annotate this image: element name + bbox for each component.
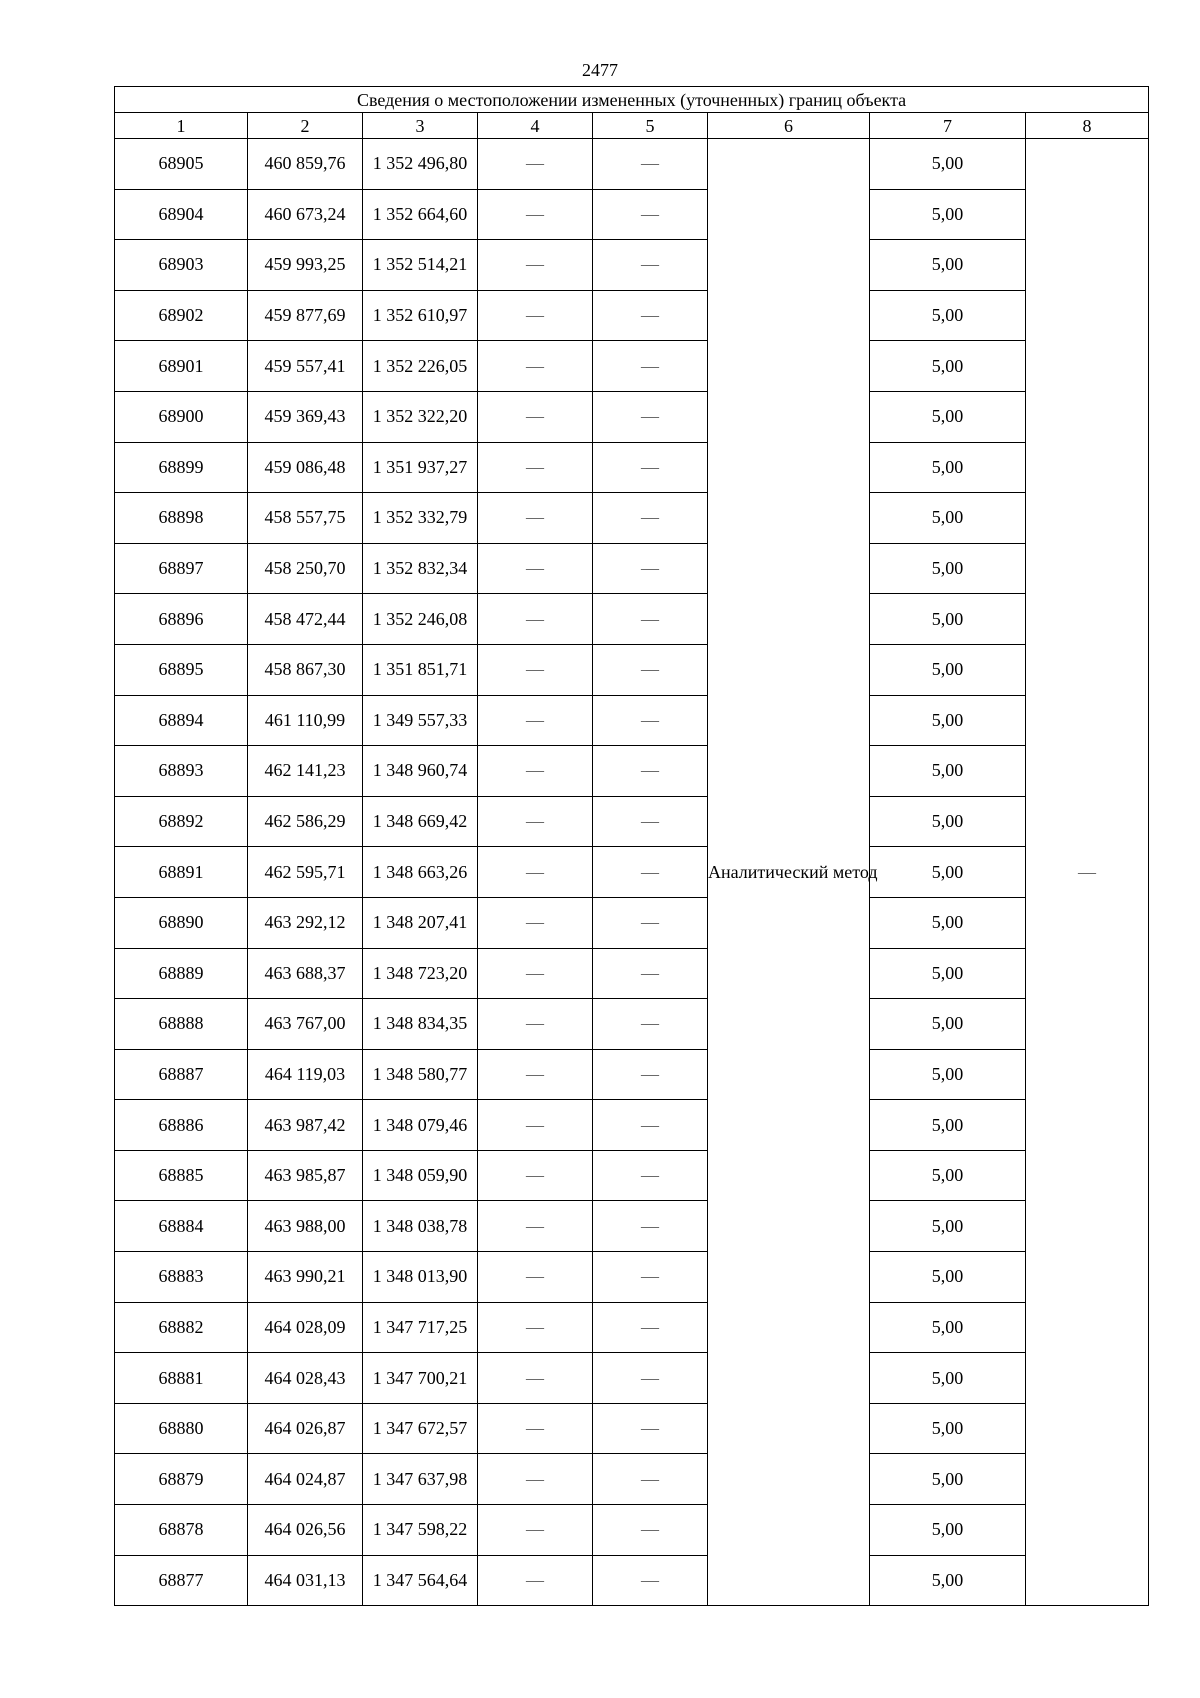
table-row: [115, 391, 1149, 442]
coordinate-y-cell: 1 348 059,90: [363, 1150, 478, 1201]
table-row: [115, 493, 1149, 544]
point-number-cell: 68889: [115, 948, 248, 999]
point-number-cell: 68883: [115, 1252, 248, 1303]
table-row: [115, 139, 1149, 190]
accuracy-cell: 5,00: [870, 948, 1026, 999]
boundary-coordinates-table: [114, 86, 1149, 1606]
accuracy-cell: 5,00: [870, 1049, 1026, 1100]
table-row: [115, 1353, 1149, 1404]
coordinate-x-cell: 458 472,44: [248, 594, 363, 645]
column-5-cell: —: [593, 796, 708, 847]
coordinate-x-cell: 464 026,87: [248, 1403, 363, 1454]
column-4-cell: —: [478, 240, 593, 291]
method-cell: Аналитический метод: [708, 139, 870, 1606]
column-5-cell: —: [593, 644, 708, 695]
coordinate-x-cell: 463 987,42: [248, 1100, 363, 1151]
accuracy-cell: 5,00: [870, 341, 1026, 392]
table-row: [115, 1201, 1149, 1252]
coordinate-y-cell: 1 348 834,35: [363, 999, 478, 1050]
coordinate-y-cell: 1 347 700,21: [363, 1353, 478, 1404]
column-5-cell: —: [593, 847, 708, 898]
accuracy-cell: 5,00: [870, 290, 1026, 341]
coordinate-y-cell: 1 352 246,08: [363, 594, 478, 645]
column-number: 3: [363, 113, 478, 139]
page-number: 2477: [582, 60, 618, 80]
coordinate-y-cell: 1 348 013,90: [363, 1252, 478, 1303]
table-row: [115, 1150, 1149, 1201]
column-4-cell: —: [478, 341, 593, 392]
table-row: [115, 1049, 1149, 1100]
table-caption: Сведения о местоположении измененных (уточненных) границ объекта: [115, 87, 1149, 113]
column-4-cell: —: [478, 746, 593, 797]
point-number-cell: 68903: [115, 240, 248, 291]
accuracy-cell: 5,00: [870, 139, 1026, 190]
column-4-cell: —: [478, 290, 593, 341]
accuracy-cell: 5,00: [870, 1454, 1026, 1505]
column-5-cell: —: [593, 1454, 708, 1505]
column-5-cell: —: [593, 1201, 708, 1252]
coordinate-x-cell: 463 688,37: [248, 948, 363, 999]
column-5-cell: —: [593, 695, 708, 746]
accuracy-cell: 5,00: [870, 796, 1026, 847]
coordinate-y-cell: 1 352 832,34: [363, 543, 478, 594]
point-number-cell: 68888: [115, 999, 248, 1050]
coordinate-y-cell: 1 352 664,60: [363, 189, 478, 240]
column-4-cell: —: [478, 1201, 593, 1252]
column-4-cell: —: [478, 1150, 593, 1201]
column-number: 8: [1026, 113, 1149, 139]
table-row: [115, 1454, 1149, 1505]
column-4-cell: —: [478, 543, 593, 594]
column-5-cell: —: [593, 543, 708, 594]
accuracy-cell: 5,00: [870, 1302, 1026, 1353]
column-4-cell: —: [478, 1454, 593, 1505]
accuracy-cell: 5,00: [870, 189, 1026, 240]
coordinate-y-cell: 1 348 723,20: [363, 948, 478, 999]
coordinate-y-cell: 1 349 557,33: [363, 695, 478, 746]
column-5-cell: —: [593, 240, 708, 291]
column-5-cell: —: [593, 948, 708, 999]
coordinate-y-cell: 1 352 226,05: [363, 341, 478, 392]
column-number: 2: [248, 113, 363, 139]
accuracy-cell: 5,00: [870, 1252, 1026, 1303]
table-row: [115, 1555, 1149, 1606]
column-number: 1: [115, 113, 248, 139]
coordinate-y-cell: 1 348 669,42: [363, 796, 478, 847]
coordinate-x-cell: 463 990,21: [248, 1252, 363, 1303]
accuracy-cell: 5,00: [870, 594, 1026, 645]
table-row: [115, 290, 1149, 341]
column-5-cell: —: [593, 391, 708, 442]
column-4-cell: —: [478, 948, 593, 999]
point-number-cell: 68898: [115, 493, 248, 544]
coordinate-x-cell: 463 292,12: [248, 897, 363, 948]
coordinate-x-cell: 459 877,69: [248, 290, 363, 341]
coordinate-x-cell: 463 985,87: [248, 1150, 363, 1201]
column-4-cell: —: [478, 1353, 593, 1404]
column-5-cell: —: [593, 1302, 708, 1353]
column-4-cell: —: [478, 594, 593, 645]
table-row: [115, 1403, 1149, 1454]
column-5-cell: —: [593, 139, 708, 190]
coordinate-y-cell: 1 348 580,77: [363, 1049, 478, 1100]
point-number-cell: 68877: [115, 1555, 248, 1606]
table-row: [115, 746, 1149, 797]
column-5-cell: —: [593, 1555, 708, 1606]
column-5-cell: —: [593, 189, 708, 240]
accuracy-cell: 5,00: [870, 1201, 1026, 1252]
coordinate-x-cell: 458 557,75: [248, 493, 363, 544]
point-number-cell: 68897: [115, 543, 248, 594]
table-row: [115, 1100, 1149, 1151]
column-number: 7: [870, 113, 1026, 139]
column-5-cell: —: [593, 290, 708, 341]
coordinate-y-cell: 1 348 079,46: [363, 1100, 478, 1151]
column-number: 5: [593, 113, 708, 139]
coordinate-x-cell: 464 119,03: [248, 1049, 363, 1100]
point-number-cell: 68880: [115, 1403, 248, 1454]
column-number-row: [115, 113, 1149, 139]
column-4-cell: —: [478, 999, 593, 1050]
point-number-cell: 68904: [115, 189, 248, 240]
coordinate-x-cell: 464 031,13: [248, 1555, 363, 1606]
table-row: [115, 796, 1149, 847]
column-5-cell: —: [593, 746, 708, 797]
coordinate-x-cell: 459 086,48: [248, 442, 363, 493]
column-5-cell: —: [593, 1505, 708, 1556]
column-5-cell: —: [593, 442, 708, 493]
coordinate-y-cell: 1 347 564,64: [363, 1555, 478, 1606]
point-number-cell: 68882: [115, 1302, 248, 1353]
point-number-cell: 68896: [115, 594, 248, 645]
column-5-cell: —: [593, 999, 708, 1050]
point-number-cell: 68899: [115, 442, 248, 493]
accuracy-cell: 5,00: [870, 847, 1026, 898]
accuracy-cell: 5,00: [870, 897, 1026, 948]
table-row: [115, 695, 1149, 746]
column-4-cell: —: [478, 139, 593, 190]
coordinate-y-cell: 1 347 717,25: [363, 1302, 478, 1353]
column-number: 4: [478, 113, 593, 139]
point-number-cell: 68894: [115, 695, 248, 746]
point-number-cell: 68887: [115, 1049, 248, 1100]
column-4-cell: —: [478, 644, 593, 695]
accuracy-cell: 5,00: [870, 746, 1026, 797]
accuracy-cell: 5,00: [870, 1353, 1026, 1404]
column-4-cell: —: [478, 847, 593, 898]
column-4-cell: —: [478, 695, 593, 746]
table-row: [115, 240, 1149, 291]
table-row: [115, 1505, 1149, 1556]
table-row: [115, 847, 1149, 898]
column-4-cell: —: [478, 1555, 593, 1606]
accuracy-cell: 5,00: [870, 999, 1026, 1050]
accuracy-cell: 5,00: [870, 543, 1026, 594]
column-number: 6: [708, 113, 870, 139]
coordinate-y-cell: 1 348 038,78: [363, 1201, 478, 1252]
coordinate-x-cell: 459 557,41: [248, 341, 363, 392]
column-4-cell: —: [478, 1252, 593, 1303]
accuracy-cell: 5,00: [870, 1100, 1026, 1151]
coordinate-x-cell: 462 586,29: [248, 796, 363, 847]
accuracy-cell: 5,00: [870, 644, 1026, 695]
accuracy-cell: 5,00: [870, 391, 1026, 442]
coordinate-x-cell: 461 110,99: [248, 695, 363, 746]
table-row: [115, 999, 1149, 1050]
column-4-cell: —: [478, 1505, 593, 1556]
column-5-cell: —: [593, 1049, 708, 1100]
table-row: [115, 189, 1149, 240]
column-4-cell: —: [478, 189, 593, 240]
point-number-cell: 68891: [115, 847, 248, 898]
table-row: [115, 543, 1149, 594]
coordinate-y-cell: 1 351 937,27: [363, 442, 478, 493]
point-number-cell: 68890: [115, 897, 248, 948]
column-5-cell: —: [593, 1403, 708, 1454]
accuracy-cell: 5,00: [870, 1505, 1026, 1556]
point-number-cell: 68901: [115, 341, 248, 392]
column-5-cell: —: [593, 493, 708, 544]
column-4-cell: —: [478, 1049, 593, 1100]
coordinate-y-cell: 1 352 610,97: [363, 290, 478, 341]
accuracy-cell: 5,00: [870, 1403, 1026, 1454]
column-5-cell: —: [593, 1150, 708, 1201]
table-row: [115, 644, 1149, 695]
column-4-cell: —: [478, 897, 593, 948]
point-number-cell: 68878: [115, 1505, 248, 1556]
coordinate-y-cell: 1 352 332,79: [363, 493, 478, 544]
point-number-cell: 68900: [115, 391, 248, 442]
table-body: [115, 87, 1149, 1606]
coordinate-y-cell: 1 352 322,20: [363, 391, 478, 442]
coordinate-x-cell: 463 988,00: [248, 1201, 363, 1252]
table-row: [115, 1302, 1149, 1353]
table-row: [115, 897, 1149, 948]
column-8-cell: —: [1026, 139, 1149, 1606]
coordinate-y-cell: 1 347 672,57: [363, 1403, 478, 1454]
coordinate-x-cell: 462 141,23: [248, 746, 363, 797]
column-4-cell: —: [478, 1403, 593, 1454]
column-5-cell: —: [593, 1100, 708, 1151]
coordinate-x-cell: 460 859,76: [248, 139, 363, 190]
point-number-cell: 68885: [115, 1150, 248, 1201]
accuracy-cell: 5,00: [870, 442, 1026, 493]
table-row: [115, 1252, 1149, 1303]
coordinate-y-cell: 1 348 207,41: [363, 897, 478, 948]
accuracy-cell: 5,00: [870, 695, 1026, 746]
coordinate-y-cell: 1 347 598,22: [363, 1505, 478, 1556]
coordinate-x-cell: 464 026,56: [248, 1505, 363, 1556]
accuracy-cell: 5,00: [870, 240, 1026, 291]
coordinate-y-cell: 1 351 851,71: [363, 644, 478, 695]
coordinate-x-cell: 459 369,43: [248, 391, 363, 442]
point-number-cell: 68892: [115, 796, 248, 847]
coordinate-y-cell: 1 348 960,74: [363, 746, 478, 797]
coordinate-x-cell: 462 595,71: [248, 847, 363, 898]
table-caption-row: [115, 87, 1149, 113]
coordinate-y-cell: 1 347 637,98: [363, 1454, 478, 1505]
column-4-cell: —: [478, 493, 593, 544]
coordinate-y-cell: 1 352 496,80: [363, 139, 478, 190]
coordinate-x-cell: 464 028,43: [248, 1353, 363, 1404]
column-4-cell: —: [478, 796, 593, 847]
column-4-cell: —: [478, 1302, 593, 1353]
column-5-cell: —: [593, 1252, 708, 1303]
point-number-cell: 68893: [115, 746, 248, 797]
table-row: [115, 442, 1149, 493]
column-5-cell: —: [593, 594, 708, 645]
table-row: [115, 594, 1149, 645]
column-4-cell: —: [478, 391, 593, 442]
column-4-cell: —: [478, 442, 593, 493]
accuracy-cell: 5,00: [870, 1555, 1026, 1606]
point-number-cell: 68905: [115, 139, 248, 190]
point-number-cell: 68902: [115, 290, 248, 341]
accuracy-cell: 5,00: [870, 493, 1026, 544]
coordinate-x-cell: 463 767,00: [248, 999, 363, 1050]
coordinate-x-cell: 459 993,25: [248, 240, 363, 291]
table-row: [115, 948, 1149, 999]
point-number-cell: 68881: [115, 1353, 248, 1404]
accuracy-cell: 5,00: [870, 1150, 1026, 1201]
point-number-cell: 68886: [115, 1100, 248, 1151]
point-number-cell: 68895: [115, 644, 248, 695]
coordinate-x-cell: 458 250,70: [248, 543, 363, 594]
coordinate-y-cell: 1 348 663,26: [363, 847, 478, 898]
column-5-cell: —: [593, 1353, 708, 1404]
coordinate-y-cell: 1 352 514,21: [363, 240, 478, 291]
point-number-cell: 68884: [115, 1201, 248, 1252]
coordinate-x-cell: 464 028,09: [248, 1302, 363, 1353]
point-number-cell: 68879: [115, 1454, 248, 1505]
coordinate-x-cell: 464 024,87: [248, 1454, 363, 1505]
column-5-cell: —: [593, 341, 708, 392]
column-5-cell: —: [593, 897, 708, 948]
column-4-cell: —: [478, 1100, 593, 1151]
coordinate-x-cell: 458 867,30: [248, 644, 363, 695]
table-row: [115, 341, 1149, 392]
coordinate-x-cell: 460 673,24: [248, 189, 363, 240]
